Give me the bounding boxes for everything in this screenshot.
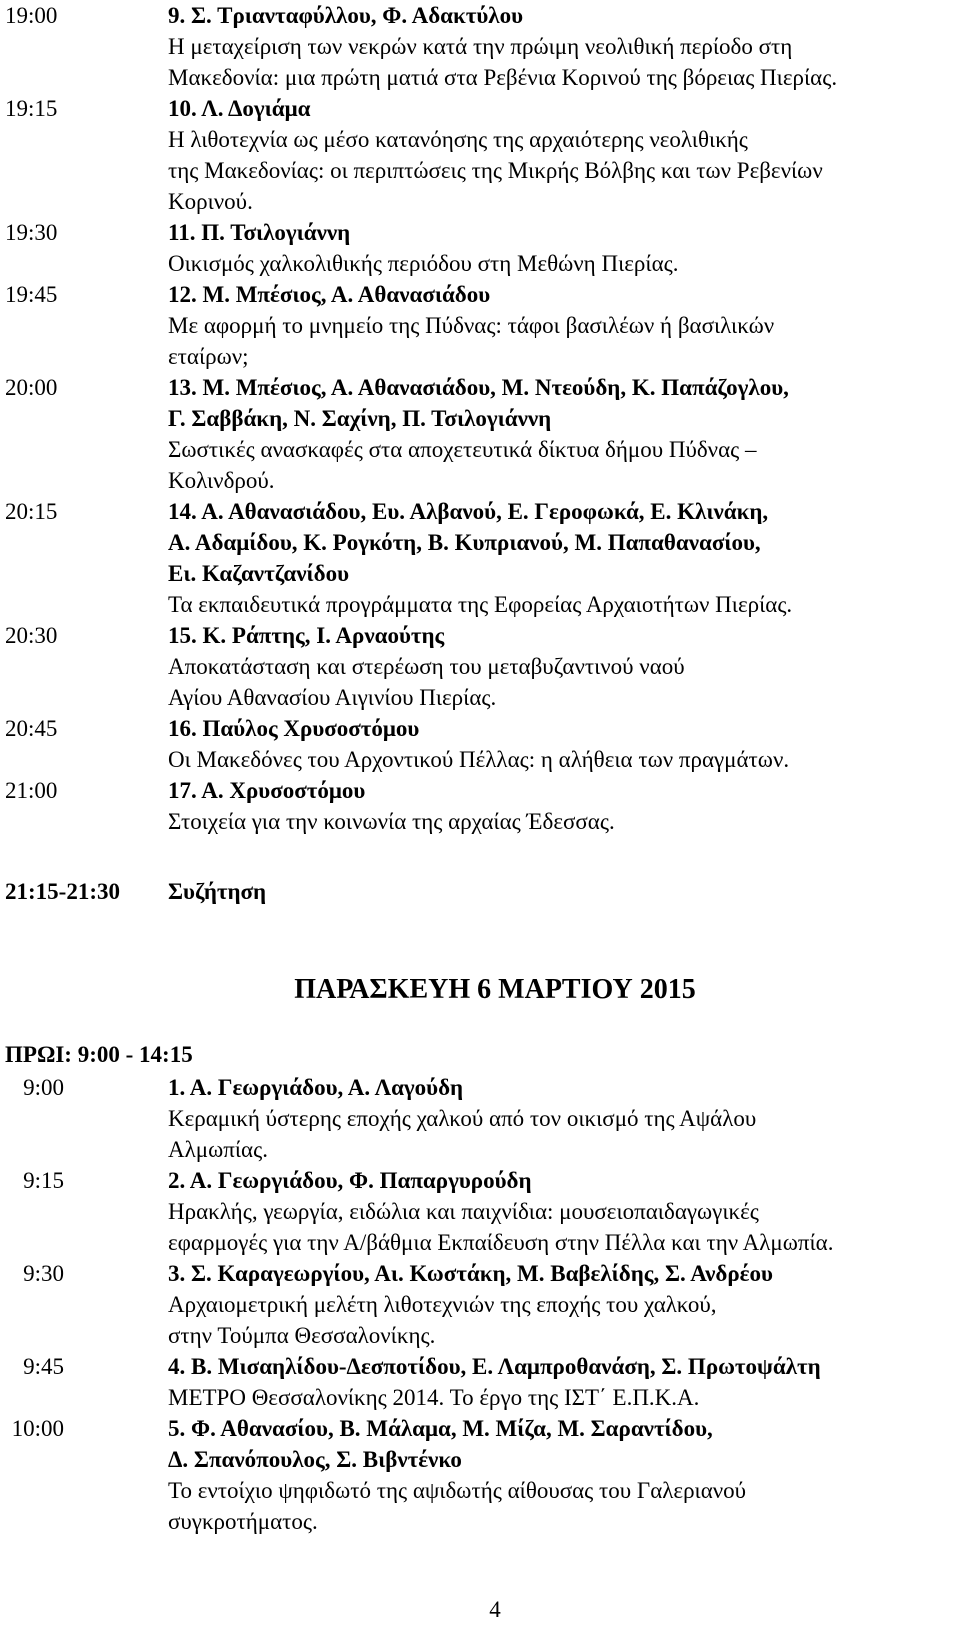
entry-title: στην Τούμπα Θεσσαλονίκης.	[168, 1323, 436, 1348]
schedule-entry	[0, 1413, 960, 1537]
entry-title: Αγίου Αθανασίου Αιγινίου Πιερίας.	[168, 685, 497, 710]
schedule-entry	[0, 372, 960, 496]
entry-title: Το εντοίχιο ψηφιδωτό της αψιδωτής αίθουσας του Γαλεριανού	[168, 1478, 747, 1503]
entry-time: 9:00	[23, 1075, 64, 1100]
entry-title: Οικισμός χαλκολιθικής περιόδου στη Μεθώνη Πιερίας.	[168, 251, 679, 276]
entry-body	[168, 620, 960, 713]
entry-body	[168, 0, 960, 93]
entry-title: εταίρων;	[168, 344, 249, 369]
entry-authors: 4. Β. Μισαηλίδου-Δεσποτίδου, Ε. Λαμπροθανάση, Σ. Πρωτοψάλτη	[168, 1354, 821, 1379]
schedule-entry	[0, 775, 960, 837]
schedule-entry	[0, 279, 960, 372]
entry-title: συγκροτήματος.	[168, 1509, 318, 1534]
entry-title: Αρχαιομετρική μελέτη λιθοτεχνιών της εποχής του χαλκού,	[168, 1292, 717, 1317]
entry-authors: 9. Σ. Τριανταφύλλου, Φ. Αδακτύλου	[168, 3, 524, 28]
entry-authors: Γ. Σαββάκη, Ν. Σαχίνη, Π. Τσιλογιάννη	[168, 406, 552, 431]
entry-authors: 16. Παύλος Χρυσοστόμου	[168, 716, 420, 741]
entry-time: 20:30	[5, 623, 58, 648]
entry-time: 21:00	[5, 778, 58, 803]
entry-title: της Μακεδονίας: οι περιπτώσεις της Μικρής Βόλβης και των Ρεβενίων	[168, 158, 823, 183]
entry-time: 20:15	[5, 499, 58, 524]
schedule-entry	[0, 1258, 960, 1351]
entry-authors: 5. Φ. Αθανασίου, Β. Μάλαμα, Μ. Μίζα, Μ. Σαραντίδου,	[168, 1416, 713, 1441]
day2-schedule	[0, 1072, 960, 1537]
entry-title: Αποκατάσταση και στερέωση του μεταβυζαντινού ναού	[168, 654, 685, 679]
schedule-entry	[0, 713, 960, 775]
entry-authors: 17. Α. Χρυσοστόμου	[168, 778, 366, 803]
entry-title: Οι Μακεδόνες του Αρχοντικού Πέλλας: η αλήθεια των πραγμάτων.	[168, 747, 790, 772]
entry-body	[168, 1072, 960, 1165]
entry-time: 19:45	[5, 282, 58, 307]
entry-body	[168, 372, 960, 496]
entry-title: Κολινδρού.	[168, 468, 275, 493]
discussion-time: 21:15-21:30	[5, 879, 120, 904]
entry-authors: 15. Κ. Ράπτης, Ι. Αρναούτης	[168, 623, 445, 648]
entry-authors: 12. Μ. Μπέσιος, Α. Αθανασιάδου	[168, 282, 491, 307]
entry-title: Η λιθοτεχνία ως μέσο κατανόησης της αρχαιότερης νεολιθικής	[168, 127, 748, 152]
schedule-entry	[0, 1072, 960, 1165]
entry-title: Κορινού.	[168, 189, 253, 214]
schedule-entry	[0, 93, 960, 217]
entry-authors: Ει. Καζαντζανίδου	[168, 561, 350, 586]
entry-time: 20:00	[5, 375, 58, 400]
entry-authors: 3. Σ. Καραγεωργίου, Αι. Κωστάκη, Μ. Βαβελίδης, Σ. Ανδρέου	[168, 1261, 773, 1286]
entry-authors: 2. Α. Γεωργιάδου, Φ. Παπαργυρούδη	[168, 1168, 532, 1193]
discussion-entry	[0, 876, 960, 907]
entry-time: 9:45	[23, 1354, 64, 1379]
schedule-entry	[0, 620, 960, 713]
entry-title: Μακεδονία: μια πρώτη ματιά στα Ρεβένια Κορινού της βόρειας Πιερίας.	[168, 65, 838, 90]
page-number: 4	[489, 1597, 501, 1622]
entry-authors: Δ. Σπανόπουλος, Σ. Βιβντένκο	[168, 1447, 462, 1472]
entry-title: Με αφορμή το μνημείο της Πύδνας: τάφοι βασιλέων ή βασιλικών	[168, 313, 775, 338]
entry-body	[168, 93, 960, 217]
entry-authors: 11. Π. Τσιλογιάννη	[168, 220, 351, 245]
schedule-entry	[0, 0, 960, 93]
entry-title: Σωστικές ανασκαφές στα αποχετευτικά δίκτυα δήμου Πύδνας –	[168, 437, 757, 462]
entry-time: 10:00	[11, 1416, 64, 1441]
entry-authors: Α. Αδαμίδου, Κ. Ρογκότη, Β. Κυπριανού, Μ. Παπαθανασίου,	[168, 530, 761, 555]
entry-authors: 1. Α. Γεωργιάδου, Α. Λαγούδη	[168, 1075, 464, 1100]
entry-authors: 10. Λ. Δογιάμα	[168, 96, 311, 121]
entry-body	[168, 713, 960, 775]
entry-title: εφαρμογές για την Α/βάθμια Εκπαίδευση στην Πέλλα και την Αλμωπία.	[168, 1230, 834, 1255]
entry-body	[168, 217, 960, 279]
entry-time: 9:15	[23, 1168, 64, 1193]
entry-time: 9:30	[23, 1261, 64, 1286]
day-heading: ΠΑΡΑΣΚΕΥΗ 6 ΜΑΡΤΙΟΥ 2015	[294, 974, 696, 1005]
entry-title: Η μεταχείριση των νεκρών κατά την πρώιμη νεολιθική περίοδο στη	[168, 34, 793, 59]
entry-title: Στοιχεία για την κοινωνία της αρχαίας Έδεσσας.	[168, 809, 615, 834]
schedule-entry	[0, 217, 960, 279]
entry-title: Αλμωπίας.	[168, 1137, 268, 1162]
entry-body	[168, 1413, 960, 1537]
schedule-entry	[0, 1165, 960, 1258]
session-heading: ΠΡΩΙ: 9:00 - 14:15	[5, 1042, 193, 1067]
schedule-entry	[0, 1351, 960, 1413]
entry-title: Κεραμική ύστερης εποχής χαλκού από τον οικισμό της Αψάλου	[168, 1106, 757, 1131]
schedule-entry	[0, 496, 960, 620]
entry-body	[168, 775, 960, 837]
entry-title: Τα εκπαιδευτικά προγράμματα της Εφορείας Αρχαιοτήτων Πιερίας.	[168, 592, 793, 617]
entry-body	[168, 1351, 960, 1413]
discussion-label: Συζήτηση	[168, 879, 267, 904]
entry-body	[168, 496, 960, 620]
entry-time: 20:45	[5, 716, 58, 741]
entry-time: 19:00	[5, 3, 58, 28]
entry-body	[168, 1165, 960, 1258]
entry-body	[168, 1258, 960, 1351]
entry-time: 19:30	[5, 220, 58, 245]
entry-title: ΜΕΤΡΟ Θεσσαλονίκης 2014. Το έργο της ΙΣΤ΄ Ε.Π.Κ.Α.	[168, 1385, 700, 1410]
entry-body	[168, 279, 960, 372]
entry-title: Ηρακλής, γεωργία, ειδώλια και παιχνίδια: μουσειοπαιδαγωγικές	[168, 1199, 759, 1224]
entry-authors: 14. Α. Αθανασιάδου, Ευ. Αλβανού, Ε. Γεροφωκά, Ε. Κλινάκη,	[168, 499, 769, 524]
entry-time: 19:15	[5, 96, 58, 121]
entry-authors: 13. Μ. Μπέσιος, Α. Αθανασιάδου, Μ. Ντεούδη, Κ. Παπάζογλου,	[168, 375, 789, 400]
